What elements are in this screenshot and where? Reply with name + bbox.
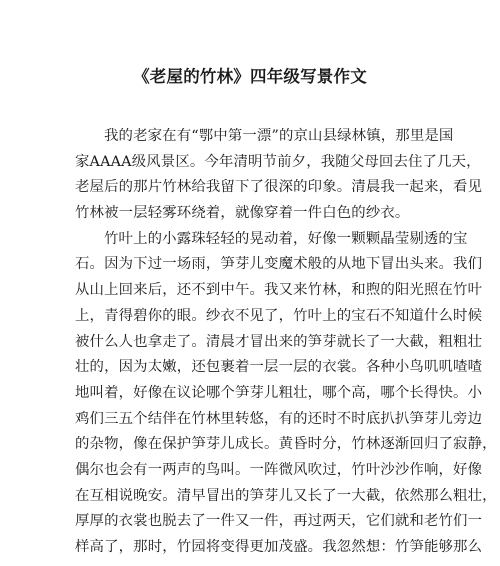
document-title: 《老屋的竹林》四年级写景作文 xyxy=(133,67,367,86)
body-line: 样高了，那时，竹园将变得更加茂盛。我忽然想：竹笋能够那么 xyxy=(75,539,483,555)
body-line: 老屋后的那片竹林给我留下了很深的印象。清晨我一起来，看见 xyxy=(75,179,483,196)
body-line: 石。因为下过一场雨，笋芽儿变魔术般的从地下冒出头来。我们 xyxy=(75,256,483,273)
body-line: 厚厚的衣裳也脱去了一件又一件，再过两天，它们就和老竹们一 xyxy=(75,513,483,530)
document-body xyxy=(75,124,497,561)
body-line: 从山上回来后，还不到中午。我又来竹林，和煦的阳光照在竹叶 xyxy=(75,282,483,299)
body-line: 竹林被一层轻雾环绕着，就像穿着一件白色的纱衣。 xyxy=(75,205,410,222)
body-line: 的杂物，像在保护笋芽儿成长。黄昏时分，竹林逐渐回归了寂静， xyxy=(75,436,497,453)
body-line: 我的老家在有“鄂中第一漂”的京山县绿林镇，那里是国 xyxy=(104,128,454,144)
body-line: 在互相说晚安。清早冒出的笋芽儿又长了一大截，依然那么粗壮， xyxy=(75,487,497,504)
body-line: 地叫着，好像在议论哪个笋芽儿粗壮，哪个高，哪个长得快。小 xyxy=(75,384,483,401)
body-line: 鸡们三五个结伴在竹林里转悠，有的还时不时底扒扒笋芽儿旁边 xyxy=(75,410,483,427)
body-line: 壮的，因为太嫩，还包裹着一层一层的衣裳。各种小鸟叽叽喳喳 xyxy=(75,359,483,376)
body-line: 家AAAA级风景区。今年清明节前夕，我随父母回去住了几天， xyxy=(75,153,481,170)
body-line: 被什么人也拿走了。清晨才冒出来的笋芽就长了一大截，粗粗壮 xyxy=(75,333,483,350)
body-line: 竹叶上的小露珠轻轻的晃动着，好像一颗颗晶莹剔透的宝 xyxy=(104,230,468,247)
body-line: 偶尔也会有一两声的鸟叫。一阵微风吹过，竹叶沙沙作响，好像 xyxy=(75,461,483,478)
body-line: 上，青得碧你的眼。纱衣不见了，竹叶上的宝石不知道什么时候 xyxy=(75,307,483,324)
